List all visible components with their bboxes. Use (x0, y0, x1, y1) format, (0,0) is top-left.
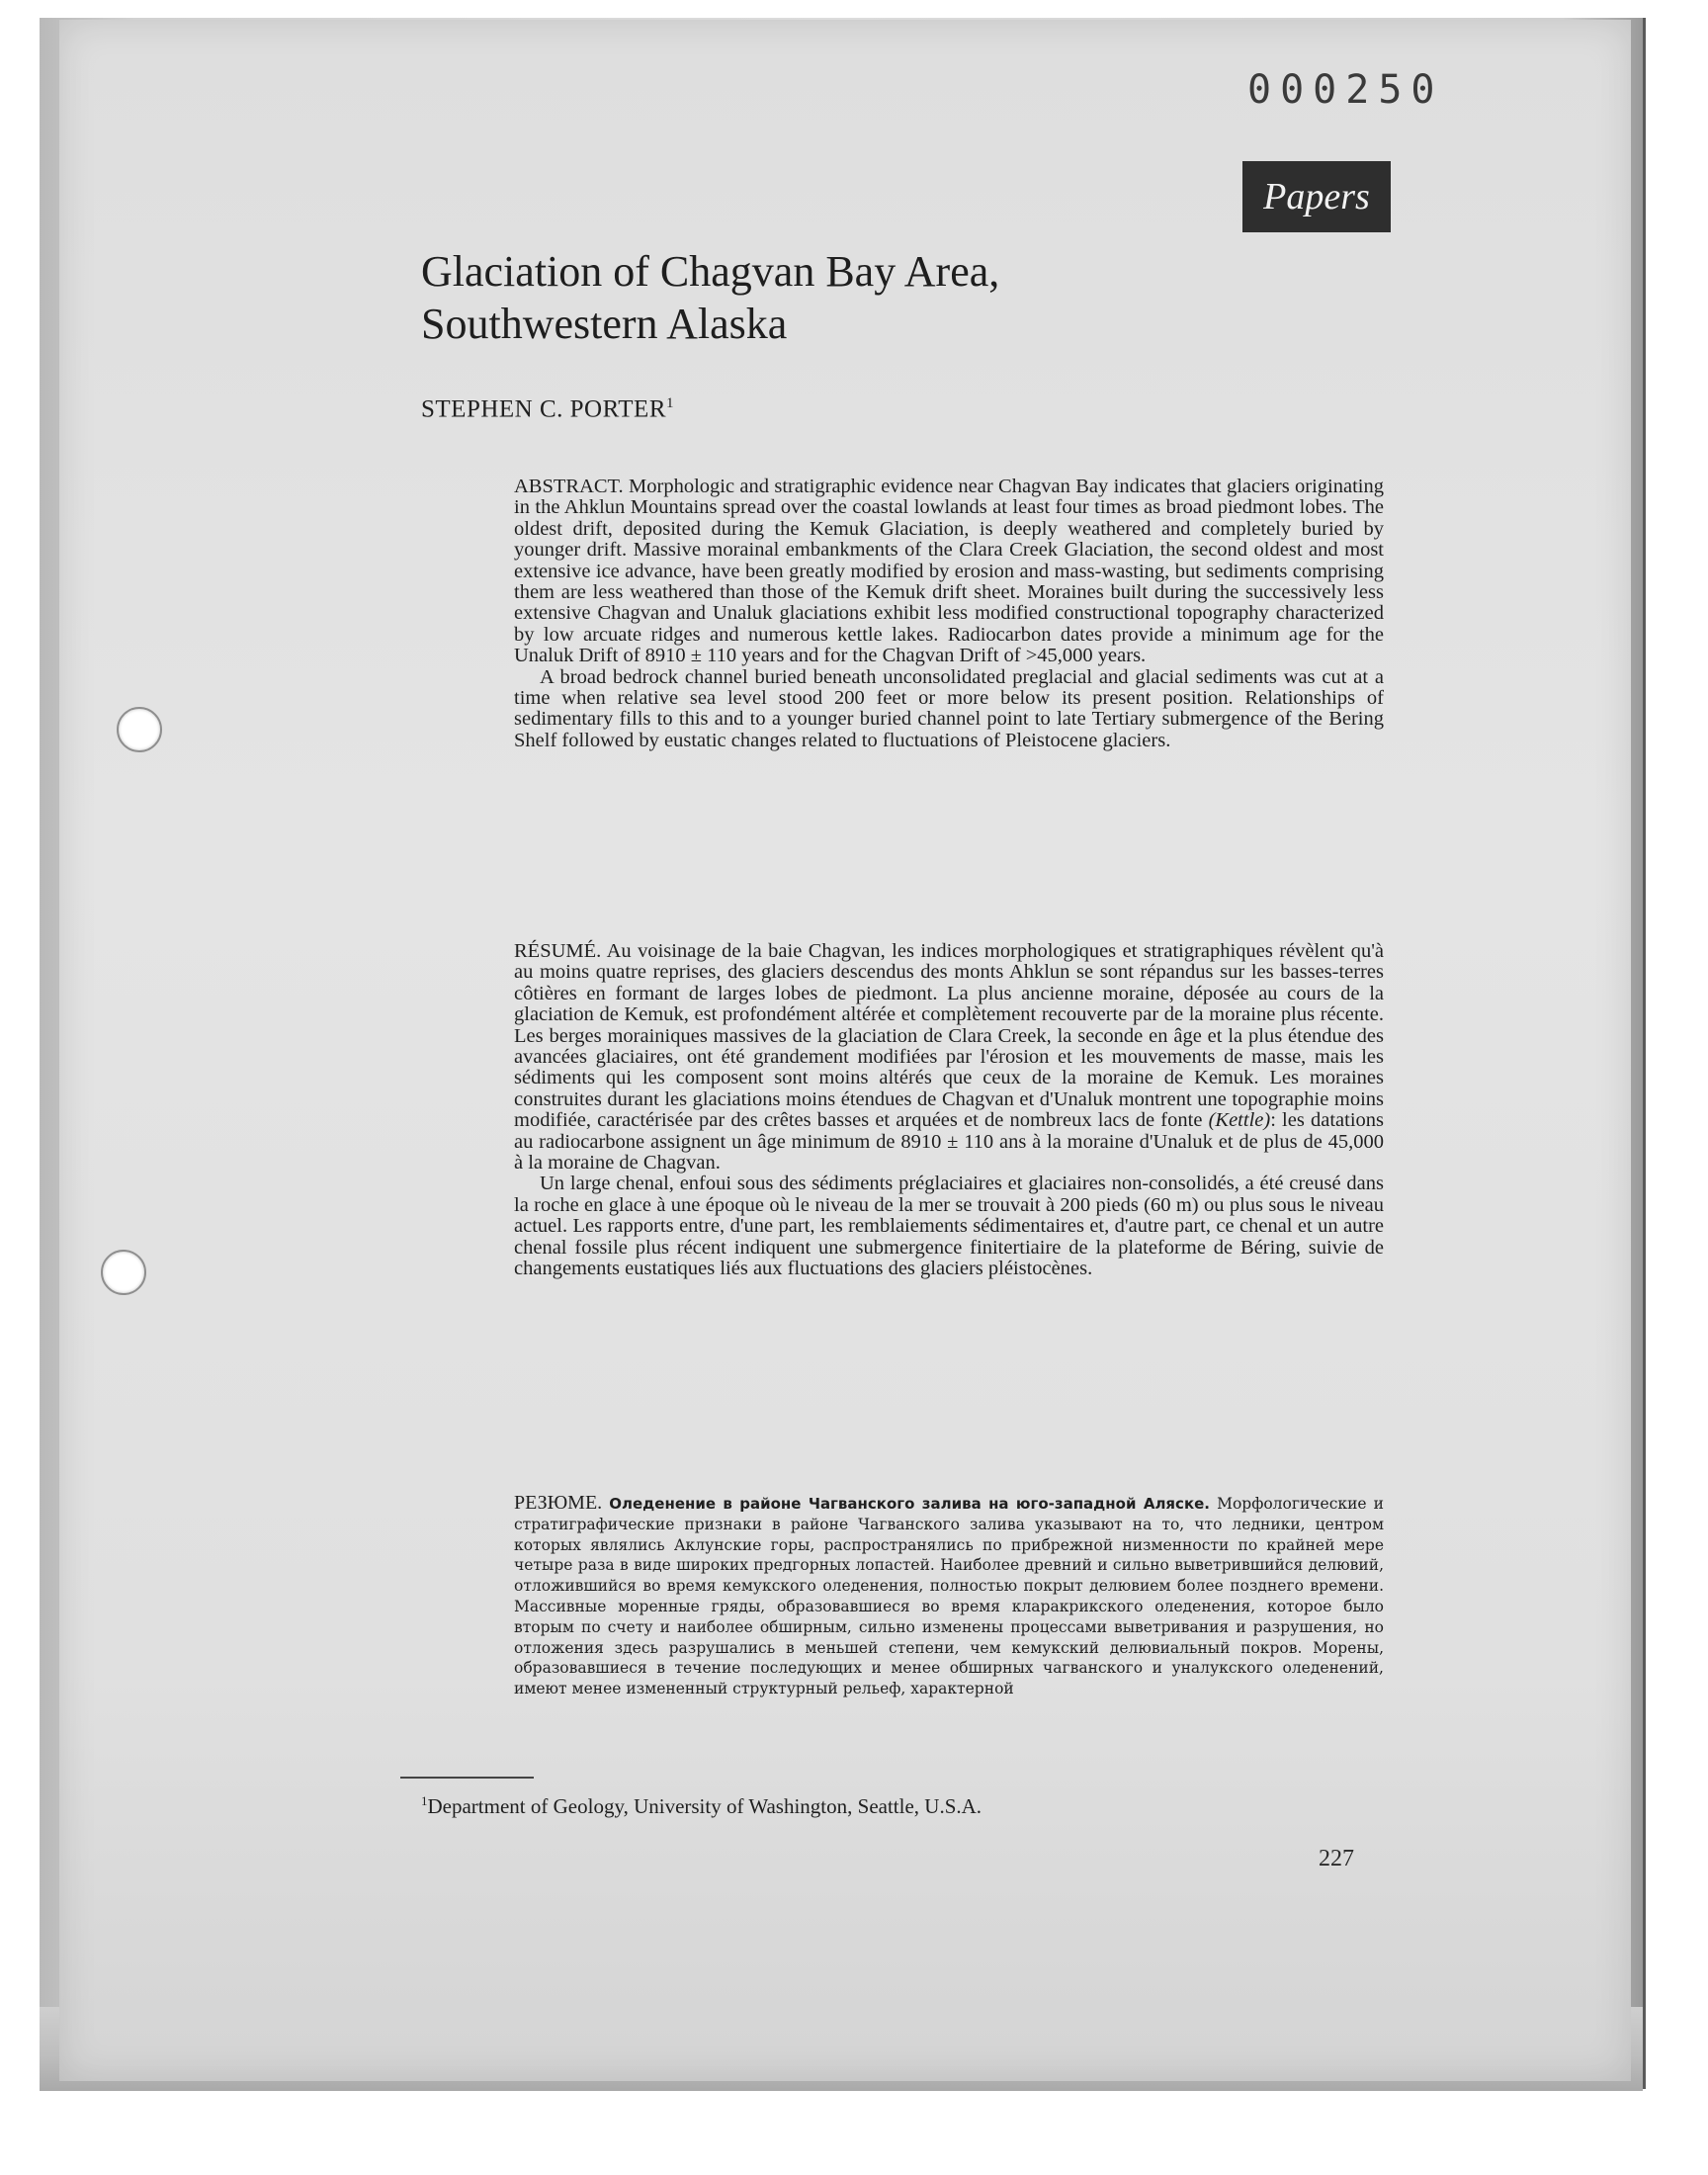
rezyume-label: РЕЗЮМЕ. (514, 1492, 603, 1514)
article-title (421, 245, 1212, 350)
abstract-paragraph: ABSTRACT. Morphologic and stratigraphic evidence near Chagvan Bay indicates that glaciers originating in the Ahklun Mountains spread over the coastal lowlands at least four times as broad piedmont lobes. The oldest drift, deposited during the Kemuk Glaciation, is deeply weathered and completely buried by younger drift. Massive morainal embankments of the Clara Creek Glaciation, the second oldest and most extensive ice advance, have been greatly modified by erosion and mass-wasting, but sediments comprising them are less weathered than those of the Kemuk drift sheet. Moraines built during the successively less extensive Chagvan and Unaluk glaciations exhibit less modified constructional topography characterized by low arcuate ridges and numerous kettle lakes. Radiocarbon dates provide a minimum age for the Unaluk Drift of 8910 ± 110 years and for the Chagvan Drift of >45,000 years. (514, 476, 1384, 667)
resume-paragraph: Un large chenal, enfoui sous des sédiments préglaciaires et glaciaires non-consolidés, a été creusé dans la roche en glace à une époque où le niveau de la mer se trouvait à 200 pieds (60 m) ou plus sous le niveau actuel. Les rapports entre, d'une part, les remblaiements sédimentaires et, d'autre part, ce chenal et un autre chenal fossile plus récent indiquent une submergence finitertiaire de la plateforme de Béring, suivie de changements eustatiques liés aux fluctuations des glaciers pléistocènes. (514, 1173, 1384, 1280)
punch-hole-icon (117, 707, 162, 752)
rezyume-heading: Оледенение в районе Чагванского залива на юго-западной Аляске. (609, 1495, 1211, 1513)
resume-text: RÉSUMÉ. Au voisinage de la baie Chagvan, les indices morphologiques et stratigraphiques révèlent qu'à au moins quatre reprises, des glaciers descendus des monts Ahklun se sont répandus sur les basses-terres côtières en formant de larges lobes de piedmont. La plus ancienne moraine, déposée au cours de la glaciation de Kemuk, est profondément altérée et complètement recouverte par de la moraine plus récente. Les berges morainiques massives de la glaciation de Clara Creek, la seconde en âge et la plus étendue des avancées glaciaires, ont été grandement modifiées par l'érosion et les mouvements de masse, mais les sédiments qui les composent sont moins altérés que ceux de la moraine de Kemuk. Les moraines construites durant les glaciations moins étendues de Chagvan et d'Unaluk montrent une topographie moins modifiée, caractérisée par des crêtes basses et arquées et de nombreux lacs de fonte (514, 940, 1384, 1132)
footnote-text: Department of Geology, University of Washington, Seattle, U.S.A. (427, 1794, 982, 1818)
footnote-marker: 1 (421, 1793, 428, 1808)
author-line (421, 395, 674, 423)
resume-italic-term: (Kettle) (1208, 1109, 1271, 1132)
footnote (421, 1793, 982, 1819)
author-footnote-marker: 1 (666, 395, 675, 411)
resume-section (514, 941, 1384, 1280)
rezyume-paragraph (514, 1493, 1384, 1699)
resume-paragraph (514, 941, 1384, 1174)
author-name: STEPHEN C. PORTER (421, 395, 667, 423)
footnote-divider (400, 1777, 534, 1779)
abstract-section (514, 477, 1384, 751)
abstract-paragraph: A broad bedrock channel buried beneath unconsolidated preglacial and glacial sediments was cut at a time when relative sea level stood 200 feet or more below its present position. Relationships of sedimentary fills to this and to a younger buried channel point to late Tertiary submergence of the Bering Shelf followed by eustatic changes related to fluctuations of Pleistocene glaciers. (514, 665, 1384, 751)
rezyume-text: Морфологические и стратиграфические признаки в районе Чагванского залива указывают на то, что ледники, центром которых являлись Аклунские горы, распространялись по прибрежной низменности по крайней мере четыре раза в виде широких предгорных лопастей. Наиболее древний и сильно выветрившийся делювий, отложившийся во время кемукского оледенения, полностью покрыт делювием более позднего времени. Массивные моренные гряды, образовавшиеся во время кларакрикского оледенения, которое было вторым по счету и наиболее обширным, сильно изменены процессами выветривания и разрушения, но отложения здесь разрушались в меньшей степени, чем кемукский делювиальный покров. Морены, образовавшиеся в течение последующих и менее обширных чагванского и уналукского оледенений, имеют менее измененный структурный рельеф, характерной (514, 1495, 1385, 1698)
section-badge: Papers (1242, 161, 1391, 232)
punch-hole-icon (101, 1250, 146, 1295)
rezyume-section (514, 1493, 1384, 1699)
serial-number: 000250 (1247, 67, 1444, 113)
article-title-line: Southwestern Alaska (421, 300, 788, 348)
resume-text: : les datations au radiocarbone assignent un âge minimum de 8910 ± 110 ans à la moraine d'Unaluk et de plus de 45,000 à la moraine de Chagvan. (514, 1109, 1384, 1174)
article-title-line: Glaciation of Chagvan Bay Area, (421, 247, 1000, 296)
page-number: 227 (1319, 1846, 1354, 1871)
